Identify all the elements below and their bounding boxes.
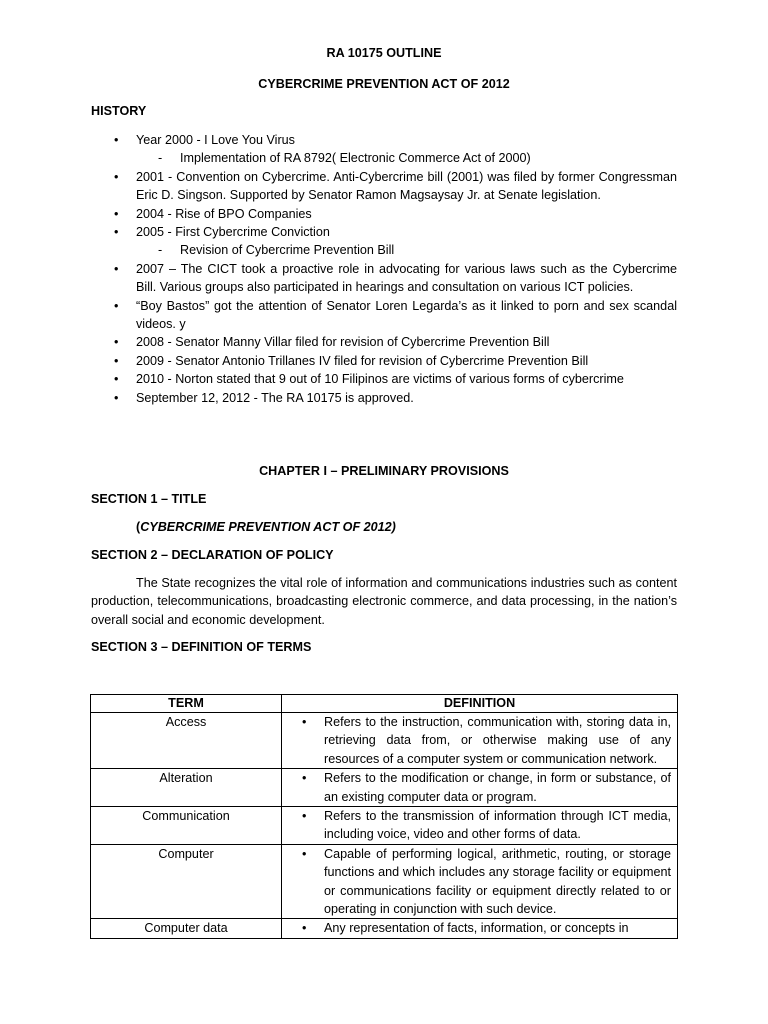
definition-cell: [282, 769, 678, 807]
bullet-icon: •: [302, 771, 307, 786]
history-item: [91, 223, 677, 241]
history-subitem: [91, 149, 677, 167]
dash-icon: -: [158, 151, 163, 166]
bullet-icon: •: [114, 261, 119, 276]
definition-cell: [282, 919, 678, 938]
table-row: [91, 807, 678, 845]
history-item-text: 2009 - Senator Antonio Trillanes IV filed for revision of Cybercrime Prevention Bill: [136, 353, 589, 368]
bullet-icon: •: [302, 715, 307, 729]
definition-text: Refers to the instruction, communication with, storing data in, retrieving data from, or otherwise making use of any resources of a computer system or communication network.: [324, 715, 671, 766]
bullet-icon: •: [114, 390, 119, 405]
section-1-title: [136, 518, 396, 536]
chapter-heading: CHAPTER I – PRELIMINARY PROVISIONS: [259, 464, 509, 478]
history-item-text: 2008 - Senator Manny Villar filed for revision of Cybercrime Prevention Bill: [136, 335, 550, 350]
table-header-term: TERM: [91, 695, 282, 713]
bullet-icon: •: [302, 921, 307, 936]
table-header-definition: DEFINITION: [282, 695, 678, 713]
section-2-heading: SECTION 2 – DECLARATION OF POLICY: [91, 548, 334, 562]
term-cell: Access: [91, 713, 282, 769]
bullet-icon: •: [114, 206, 119, 221]
term-cell: Computer: [91, 844, 282, 919]
table-row: [91, 919, 678, 938]
term-cell: Computer data: [91, 919, 282, 938]
table-row: [91, 713, 678, 769]
history-item-text: 2004 - Rise of BPO Companies: [136, 206, 312, 221]
history-item: [91, 260, 677, 297]
history-item: [91, 131, 677, 149]
history-item-text: September 12, 2012 - The RA 10175 is approved.: [136, 390, 414, 405]
history-item-text: Year 2000 - I Love You Virus: [136, 133, 295, 147]
section-3-heading: SECTION 3 – DEFINITION OF TERMS: [91, 640, 312, 654]
definition-text: Capable of performing logical, arithmetic, routing, or storage functions and which includes any storage facility or equipment or communications facility or equipment directly related to or operating in conjunction with such device.: [324, 846, 671, 917]
history-item-text: “Boy Bastos” got the attention of Senator Loren Legarda’s as it linked to porn and sex scandal videos. y: [136, 298, 677, 332]
bullet-icon: •: [114, 169, 119, 184]
bullet-icon: •: [302, 846, 307, 861]
history-item-text: 2005 - First Cybercrime Conviction: [136, 225, 330, 240]
table-row: [91, 844, 678, 919]
term-cell: Communication: [91, 807, 282, 845]
bullet-icon: •: [114, 353, 119, 368]
definition-cell: [282, 807, 678, 845]
bullet-icon: •: [114, 225, 119, 240]
bullet-icon: •: [114, 133, 119, 147]
history-item: [91, 333, 677, 351]
bullet-icon: •: [114, 372, 119, 387]
document-title: RA 10175 OUTLINE: [326, 46, 442, 60]
section-2-paragraph: The State recognizes the vital role of information and communications industries such as content production, telecommunications, broadcasting electronic commerce, and data processing, in the nation’s overall social and economic development.: [91, 576, 677, 627]
history-subitem-text: Implementation of RA 8792( Electronic Commerce Act of 2000): [180, 151, 531, 166]
history-item-text: 2001 - Convention on Cybercrime. Anti-Cybercrime bill (2001) was filed by former Congressman Eric D. Singson. Supported by Senator Ramon Magsaysay Jr. at Senate legislation.: [136, 169, 677, 203]
history-subitem: [91, 241, 677, 259]
definition-table: [90, 694, 678, 939]
term-cell: Alteration: [91, 769, 282, 807]
history-item: [91, 370, 677, 388]
history-item: [91, 168, 677, 205]
bullet-icon: •: [114, 298, 119, 313]
history-item-text: 2007 – The CICT took a proactive role in advocating for various laws such as the Cybercrime Bill. Various groups also participated in hearings and consultation on various ICT policies.: [136, 261, 677, 295]
table-row: [91, 769, 678, 807]
table-header-row: [91, 695, 678, 713]
definition-text: Any representation of facts, information, or concepts in: [324, 921, 629, 936]
bullet-icon: •: [302, 809, 307, 824]
history-item: [91, 389, 677, 407]
history-item: [91, 205, 677, 223]
history-item: [91, 297, 677, 334]
definition-cell: [282, 713, 678, 769]
document-subtitle: CYBERCRIME PREVENTION ACT OF 2012: [258, 77, 510, 91]
section-1-title-text: CYBERCRIME PREVENTION ACT OF 2012): [140, 520, 396, 534]
definition-cell: [282, 844, 678, 919]
definition-text: Refers to the modification or change, in form or substance, of an existing computer data or program.: [324, 771, 671, 804]
section-1-heading: SECTION 1 – TITLE: [91, 492, 207, 506]
history-item: [91, 352, 677, 370]
dash-icon: -: [158, 243, 163, 258]
history-list: [91, 131, 677, 407]
history-item-text: 2010 - Norton stated that 9 out of 10 Filipinos are victims of various forms of cybercrime: [136, 372, 624, 387]
section-1-open-paren: (: [136, 520, 141, 534]
history-subitem-text: Revision of Cybercrime Prevention Bill: [180, 243, 395, 258]
definition-text: Refers to the transmission of information through ICT media, including voice, video and other forms of data.: [324, 809, 671, 842]
bullet-icon: •: [114, 335, 119, 350]
history-heading: HISTORY: [91, 104, 147, 118]
